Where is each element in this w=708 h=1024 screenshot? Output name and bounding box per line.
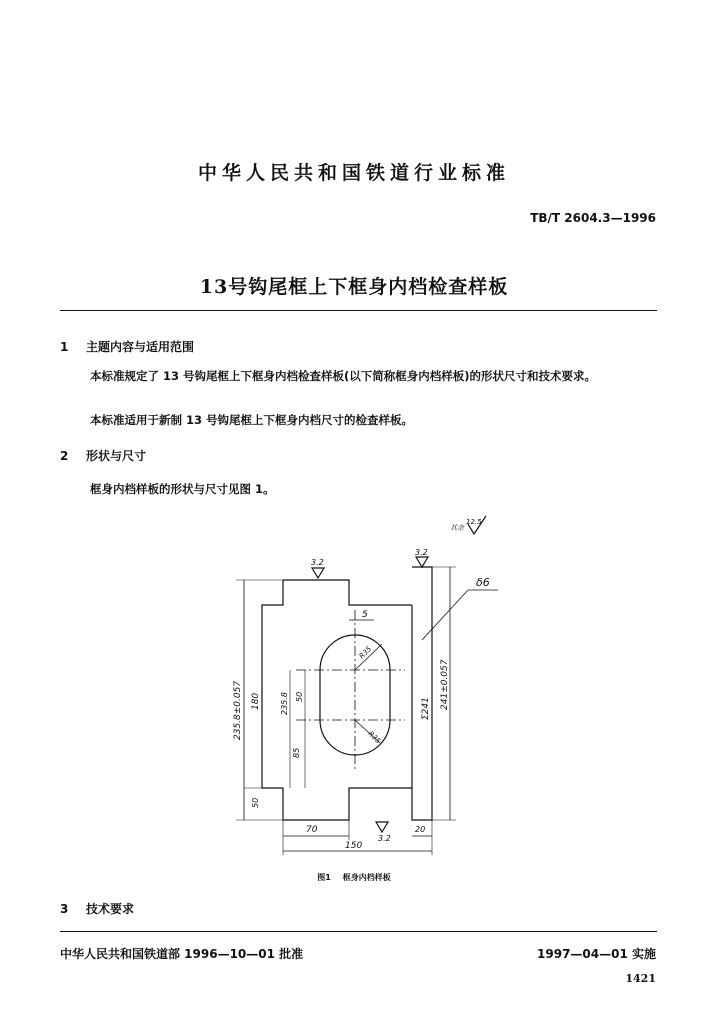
section-2-paragraph-1: 框身内档样板的形状与尺寸见图 1。 <box>90 482 275 496</box>
figure-caption-label: 图1 <box>317 873 331 882</box>
implementation-date: 1997—04—01 实施 <box>537 947 656 961</box>
page-number: 1421 <box>625 972 656 985</box>
section-3-number: 3 <box>60 902 69 916</box>
standard-header-title: 中华人民共和国铁道行业标准 <box>197 162 510 184</box>
dim-180-label: 180 <box>251 692 261 710</box>
roughness-general-label: 12.5 <box>466 518 482 526</box>
section-3-title: 技术要求 <box>86 902 135 916</box>
figure-1-caption <box>0 872 708 883</box>
roughness-slot-label: 3.2 <box>415 548 428 557</box>
dim-150-label: 150 <box>345 841 363 851</box>
section-1-paragraph-1: 本标准规定了 13 号钩尾框上下框身内档检查样板(以下简称框身内档样板)的形状尺寸和技术要求。 <box>90 369 597 383</box>
dim-235-label: 235.8±0.057 <box>233 680 243 740</box>
section-1-number: 1 <box>60 340 69 354</box>
section-1-heading <box>60 338 194 355</box>
section-2-number: 2 <box>60 449 69 463</box>
dim-r35-top-label: R35 <box>357 645 374 661</box>
section-2-title: 形状与尺寸 <box>86 449 147 463</box>
standard-code: TB/T 2604.3—1996 <box>530 211 656 225</box>
figure-1-drawing <box>0 510 708 870</box>
dim-241-label: Σ241 <box>421 697 431 720</box>
title-divider <box>60 310 657 311</box>
section-1-title: 主题内容与适用范围 <box>86 340 195 354</box>
dim-5-label: 5 <box>362 610 368 620</box>
thickness-label: δ6 <box>476 576 490 589</box>
figure-caption-text: 框身内档样板 <box>342 873 391 882</box>
section-2-heading <box>60 447 146 464</box>
dim-r35-bottom-label: R35 <box>366 729 382 746</box>
section-3-heading <box>60 900 134 917</box>
gauge-right-bar <box>412 567 432 820</box>
roughness-symbol-top <box>312 568 324 578</box>
dim-241-tol-label: 241±0.057 <box>440 659 450 710</box>
footer-divider <box>60 931 657 932</box>
roughness-bottom-label: 3.2 <box>378 834 391 843</box>
roughness-symbol-bottom <box>376 822 388 832</box>
dim-50-bottom-label: 50 <box>251 797 260 808</box>
dim-20-label: 20 <box>415 825 426 834</box>
roughness-symbol-slot <box>416 557 428 567</box>
thickness-leader <box>422 590 468 640</box>
section-1-paragraph-2: 本标准适用于新制 13 号钩尾框上下框身内档尺寸的检查样板。 <box>90 413 414 427</box>
approval-note: 中华人民共和国铁道部 1996—10—01 批准 <box>60 947 304 961</box>
dim-70-label: 70 <box>306 825 318 835</box>
gauge-top-edge <box>283 580 412 605</box>
dim-50-mid-label: 50 <box>295 691 304 702</box>
roughness-top-label: 3.2 <box>311 558 324 567</box>
roughness-all-label: 其余 <box>450 524 464 532</box>
dim-85-label: 85 <box>292 747 301 758</box>
dim-2358-inner-label: 235.8 <box>280 692 289 715</box>
document-title: 13号钩尾框上下框身内档检查样板 <box>199 276 509 298</box>
